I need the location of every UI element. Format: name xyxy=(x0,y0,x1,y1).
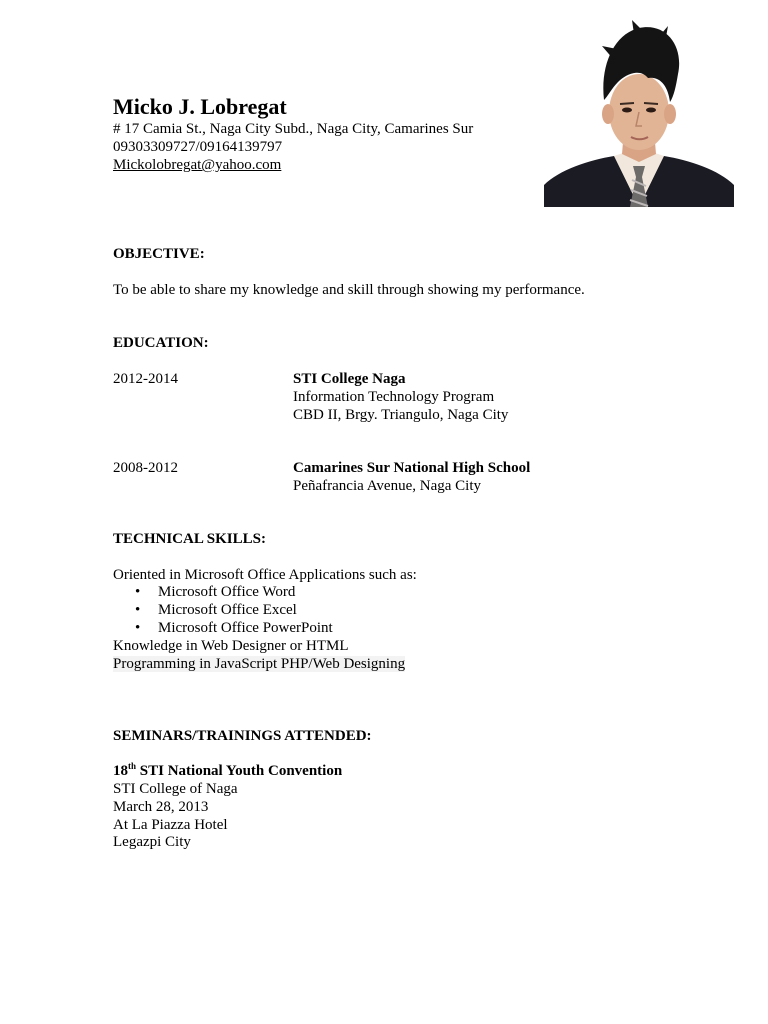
seminar-name: STI National Youth Convention xyxy=(136,763,343,779)
list-item xyxy=(113,619,333,637)
education-years: 2008-2012 xyxy=(113,460,178,476)
education-entry xyxy=(293,459,530,495)
list-item xyxy=(113,583,333,601)
bullet-icon: • xyxy=(135,584,141,600)
skills-bullet-list xyxy=(113,583,333,637)
bullet-icon: • xyxy=(135,620,141,636)
seminar-detail: At La Piazza Hotel xyxy=(113,817,228,833)
seminar-detail: March 28, 2013 xyxy=(113,799,209,815)
school-detail: Information Technology Program xyxy=(293,389,495,405)
seminar-title xyxy=(113,762,342,780)
objective-heading: OBJECTIVE: xyxy=(113,246,205,262)
objective-text: To be able to share my knowledge and skill through showing my performance. xyxy=(113,282,585,298)
profile-photo xyxy=(544,20,734,207)
school-name: Camarines Sur National High School xyxy=(293,460,531,476)
school-detail: CBD II, Brgy. Triangulo, Naga City xyxy=(293,407,509,423)
seminar-detail: STI College of Naga xyxy=(113,781,238,797)
email-link[interactable]: Mickolobregat@yahoo.com xyxy=(113,157,282,173)
education-entry xyxy=(293,370,508,424)
school-detail: Peñafrancia Avenue, Naga City xyxy=(293,478,481,494)
skills-intro: Oriented in Microsoft Office Applications such as: xyxy=(113,567,417,583)
seminars-heading: SEMINARS/TRAININGS ATTENDED: xyxy=(113,728,372,744)
skills-heading: TECHNICAL SKILLS: xyxy=(113,531,266,547)
school-name: STI College Naga xyxy=(293,371,406,387)
skill-item: Microsoft Office Word xyxy=(158,584,296,600)
education-years: 2012-2014 xyxy=(113,371,178,387)
skill-item: Microsoft Office Excel xyxy=(158,602,297,618)
skill-extra-text: Programming in JavaScript PHP/Web Designing xyxy=(113,656,406,672)
phone-line: 09303309727/09164139797 xyxy=(113,139,283,155)
applicant-name: Micko J. Lobregat xyxy=(113,94,287,119)
education-heading: EDUCATION: xyxy=(113,335,209,351)
address-line: # 17 Camia St., Naga City Subd., Naga City, Camarines Sur xyxy=(113,121,474,137)
skill-extra xyxy=(113,655,405,673)
bullet-icon: • xyxy=(135,602,141,618)
seminar-number: 18 xyxy=(113,763,128,779)
seminar-ordinal: th xyxy=(128,761,137,771)
list-item xyxy=(113,601,333,619)
skill-item: Microsoft Office PowerPoint xyxy=(158,620,333,636)
seminar-detail: Legazpi City xyxy=(113,834,191,850)
skill-extra: Knowledge in Web Designer or HTML xyxy=(113,638,349,654)
portrait-illustration xyxy=(544,20,734,207)
